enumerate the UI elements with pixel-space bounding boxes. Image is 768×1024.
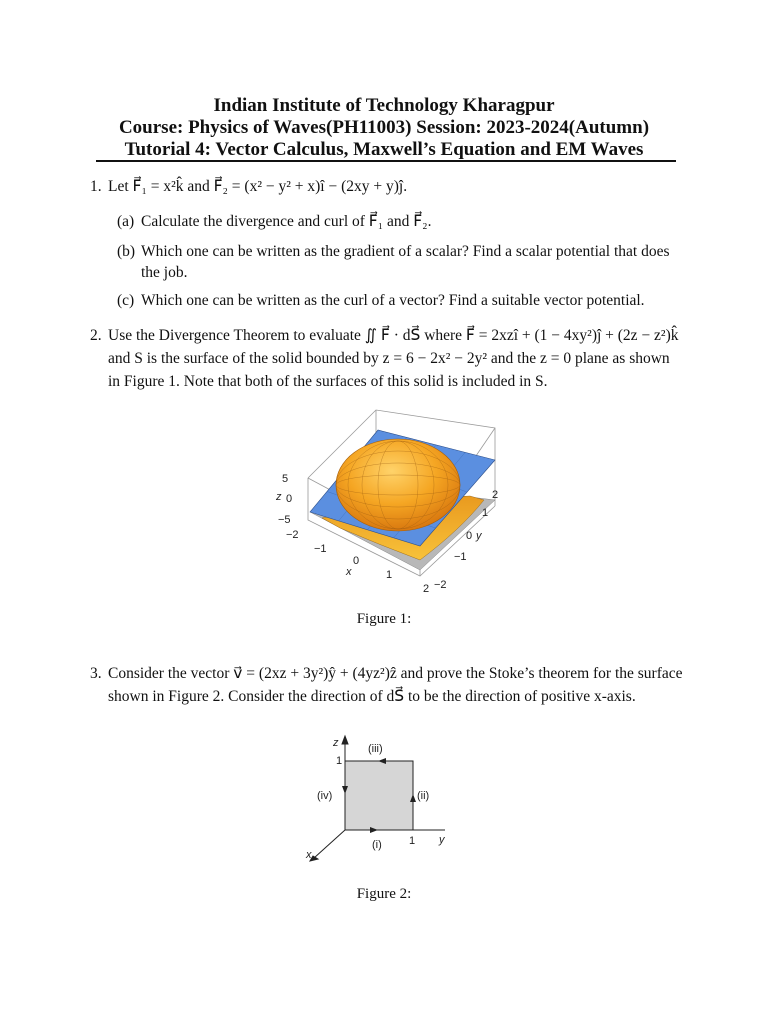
q1b-label: (b): [117, 243, 136, 260]
tutorial-title: Tutorial 4: Vector Calculus, Maxwell’s Equation and EM Waves: [124, 139, 644, 160]
figure2-loop-diagram: [300, 730, 470, 870]
fig2-z-label: z: [333, 737, 339, 749]
z-axis-label: z: [276, 491, 282, 503]
y-tick-0: 0: [466, 530, 473, 542]
fig2-tick-z: 1: [336, 755, 343, 767]
x-tick-2: 2: [423, 583, 430, 595]
fig2-edge-iii: (iii): [368, 743, 383, 755]
x-tick-neg1: −1: [314, 543, 327, 555]
q2-line3: in Figure 1. Note that both of the surfaces of this solid is included in S.: [108, 373, 548, 390]
fig2-x-label: x: [306, 849, 312, 861]
fig2-edge-i: (i): [372, 839, 382, 851]
y-tick-neg2: −2: [434, 579, 447, 591]
z-tick-0: 0: [286, 493, 293, 505]
y-tick-2: 2: [492, 489, 499, 501]
fig2-y-label: y: [439, 834, 445, 846]
fig2-edge-ii: (ii): [417, 790, 430, 802]
fig2-edge-iv: (iv): [317, 790, 333, 802]
x-tick-1: 1: [386, 569, 393, 581]
q1-number: 1.: [90, 178, 102, 195]
q3-line2: shown in Figure 2. Consider the direction of dS⃗ to be the direction of positive x-axis.: [108, 688, 636, 705]
title-underline: [96, 160, 676, 162]
z-tick-neg5: −5: [278, 514, 291, 526]
q1b-text-line2: the job.: [141, 264, 188, 281]
y-tick-neg1: −1: [454, 551, 467, 563]
x-tick-neg2: −2: [286, 529, 299, 541]
y-axis-label: y: [476, 530, 482, 542]
x-tick-0: 0: [353, 555, 360, 567]
q3-number: 3.: [90, 665, 102, 682]
y-tick-1: 1: [482, 507, 489, 519]
q1c-label: (c): [117, 292, 135, 309]
figure2-caption: Figure 2:: [356, 886, 412, 902]
figure1-caption: Figure 1:: [356, 611, 412, 627]
paraboloid-dome: [336, 439, 460, 531]
x-axis-label: x: [346, 566, 352, 578]
q1b-text-line1: Which one can be written as the gradient of a scalar? Find a scalar potential that does: [141, 243, 670, 260]
square-surface: [345, 761, 413, 830]
z-tick-5: 5: [282, 473, 289, 485]
q2-line1: Use the Divergence Theorem to evaluate ∬ F⃗ · dS⃗ where F⃗ = 2xzî + (1 − 4xy²)ĵ + (2z − z²)k̂: [108, 327, 679, 344]
q3-line1: Consider the vector v⃗ = (2xz + 3y²)ŷ + (4yz²)ẑ and prove the Stoke’s theorem for the surface: [108, 665, 683, 682]
q1a-text: Calculate the divergence and curl of F⃗₁ and F⃗₂.: [141, 213, 432, 230]
q1c-text: Which one can be written as the curl of a vector? Find a suitable vector potential.: [141, 292, 645, 309]
q1a-label: (a): [117, 213, 135, 230]
course-title: Course: Physics of Waves(PH11003) Session: 2023-2024(Autumn): [118, 117, 650, 138]
q1-text: Let F⃗₁ = x²k̂ and F⃗₂ = (x² − y² + x)î − (2xy + y)ĵ.: [108, 178, 408, 195]
q2-line2: and S is the surface of the solid bounded by z = 6 − 2x² − 2y² and the z = 0 plane as shown: [108, 350, 670, 367]
fig2-tick-y: 1: [409, 835, 416, 847]
figure1-surface-plot: [270, 400, 510, 600]
institute-title: Indian Institute of Technology Kharagpur: [213, 95, 555, 116]
q2-number: 2.: [90, 327, 102, 344]
